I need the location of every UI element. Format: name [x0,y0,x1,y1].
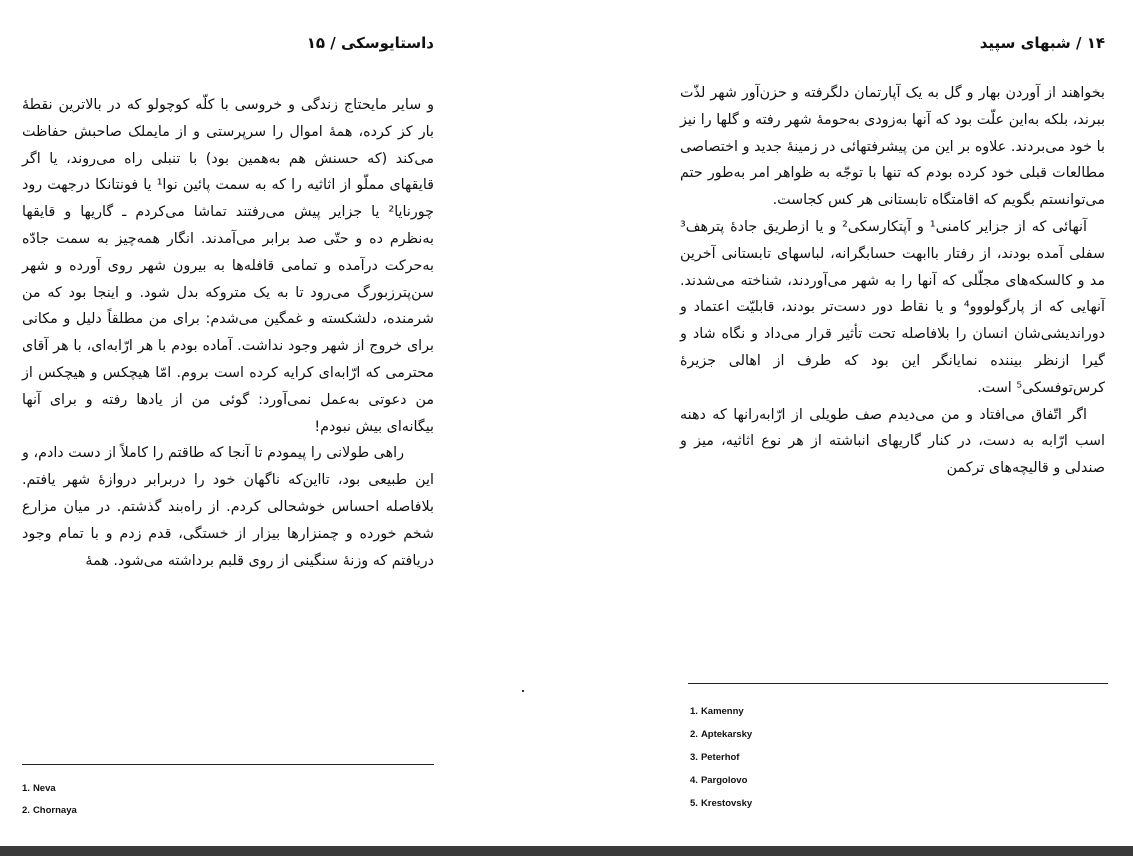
paragraph: بخواهند از آوردن بهار و گل به یک آپارتمان دلگرفته و حزن‌آور شهر لذّت ببرند، بلکه به‌این علّت بود که آنها به‌زودی به‌حومهٔ شهر رفته و گلها را نیز با خود می‌بردند. علاوه بر این من پیشرفتهائی در زمینهٔ جدید و اختصاصی مطالعات قبلی خود کرده بودم که تنها با توجّه به ظواهر امر به‌طور حتم می‌توانستم بگویم که اقامتگاه تابستانی هر کس کجاست. [680,85,1105,209]
footnote-item [22,778,77,800]
footnote-divider [688,683,1108,684]
footnote-text: Peterhof [700,752,740,763]
right-page [570,0,1133,846]
footnote-item [690,769,752,792]
left-footnotes [22,778,77,822]
footnote-text: Chornaya [32,805,77,816]
footnote-item [690,746,752,769]
right-page-header: ۱۴ / شبهای سپید [979,34,1105,52]
left-page-body [22,92,434,574]
paragraph: و سایر مایحتاج زندگی و خروسی با کلّه کوچولو که در بالاترین نقطهٔ بار کز کرده، همهٔ اموال را سرپرستی و از مایملک صاحبش حفاظت می‌کند (که حسنش هم به‌همین بود) با تنبلی راه می‌روند، یا اگر قایقهای مملّو از اثاثیه را که به سمت پائین نوا¹ یا فونتانکا درجهت رود چورنایا² یا جزایر پیش می‌رفتند تماشا می‌کردم ـ گاریها و قایقها به‌نظرم ده و حتّی صد برابر می‌آمدند. انگار همه‌چیز به سمت جادّه به‌حرکت درآمده و تمامی قافله‌ها به بیرون شهر روی آورده و شهر سن‌پترزبورگ می‌رود تا به یک متروکه بدل شود. و اینجا بود که من شرمنده، دلشکسته و غمگین می‌شدم: برای من مطلقاً دلیل و مکانی برای خروج از شهر وجود نداشت. آماده بودم با هر ارّابه‌ای، با هر آقای محترمی که ارّابه‌ای کرایه کرده است بروم. امّا هیچکس و هیچکس از من دعوتی به‌عمل نمی‌آورد: گوئی من از یادها رفته و برای آنها بیگانه‌ای بیش نبودم! [22,97,435,435]
left-page-header: داستایوسکی / ۱۵ [306,34,434,52]
footnote-item [690,792,752,815]
footnote-number: 1. [22,783,30,794]
footnote-text: Kamenny [700,706,744,717]
footnote-text: Neva [32,783,56,794]
footnote-number: 2. [690,729,698,740]
footnote-text: Aptekarsky [700,729,753,740]
footnote-text: Krestovsky [700,798,753,809]
scan-speck [522,690,524,692]
scanner-edge-bar [0,846,1133,856]
footnote-number: 1. [690,706,698,717]
footnote-divider [22,764,434,765]
right-page-body [680,80,1105,482]
footnote-item [690,723,752,746]
footnote-item [22,800,77,822]
footnote-number: 4. [690,775,698,786]
footnote-item [690,700,752,723]
footnote-number: 5. [690,798,698,809]
right-footnotes [690,700,752,815]
paragraph: اگر اتّفاق می‌افتاد و من می‌دیدم صف طویلی از ارّابه‌رانها که دهنه اسب ارّابه به دست، در کنار گاریهای انباشته از هر نوع اثاثیه، میز و صندلی و قالیچه‌های ترکمن [680,406,1105,477]
left-page [0,0,560,846]
paragraph: آنهائی که از جزایر کامنی¹ و آپتکارسکی² و یا ازطریق جادهٔ پترهف³ سفلی آمده بودند، از رفتار باابهت حسابگرانه، لباسهای تابستانی آخرین مد و کالسکه‌های مجلّلی که آنها را به شهر می‌آوردند، شناخته می‌شدند. آنهایی که از پارگولووو⁴ و یا نقاط دور دست‌تر بودند، قابلیّت اعتماد و دوراندیشی‌شان انسان را بلافاصله تحت تأثیر قرار می‌داد و نگاه شاد و گیرا ازنظر بیننده نمایانگر این بود که طرف از اهالی جزیرهٔ کرس‌توفسکی⁵ است. [680,218,1105,396]
footnote-number: 3. [690,752,698,763]
paragraph: راهی طولانی را پیمودم تا آنجا که طاقتم را کاملاً از دست دادم، و این طبیعی بود، تااین‌که ناگهان خود را دربرابر دروازهٔ شهر یافتم. بلافاصله احساس خوشحالی کردم. از راه‌بند گذشتم. در میان مزارع شخم خورده و چمنزارها بیزار از خستگی، قدم زدم و با تمام وجود دریافتم که وزنهٔ سنگینی از روی قلبم برداشته می‌شود. همهٔ [22,445,434,569]
footnote-number: 2. [22,805,30,816]
footnote-text: Pargolovo [700,775,748,786]
